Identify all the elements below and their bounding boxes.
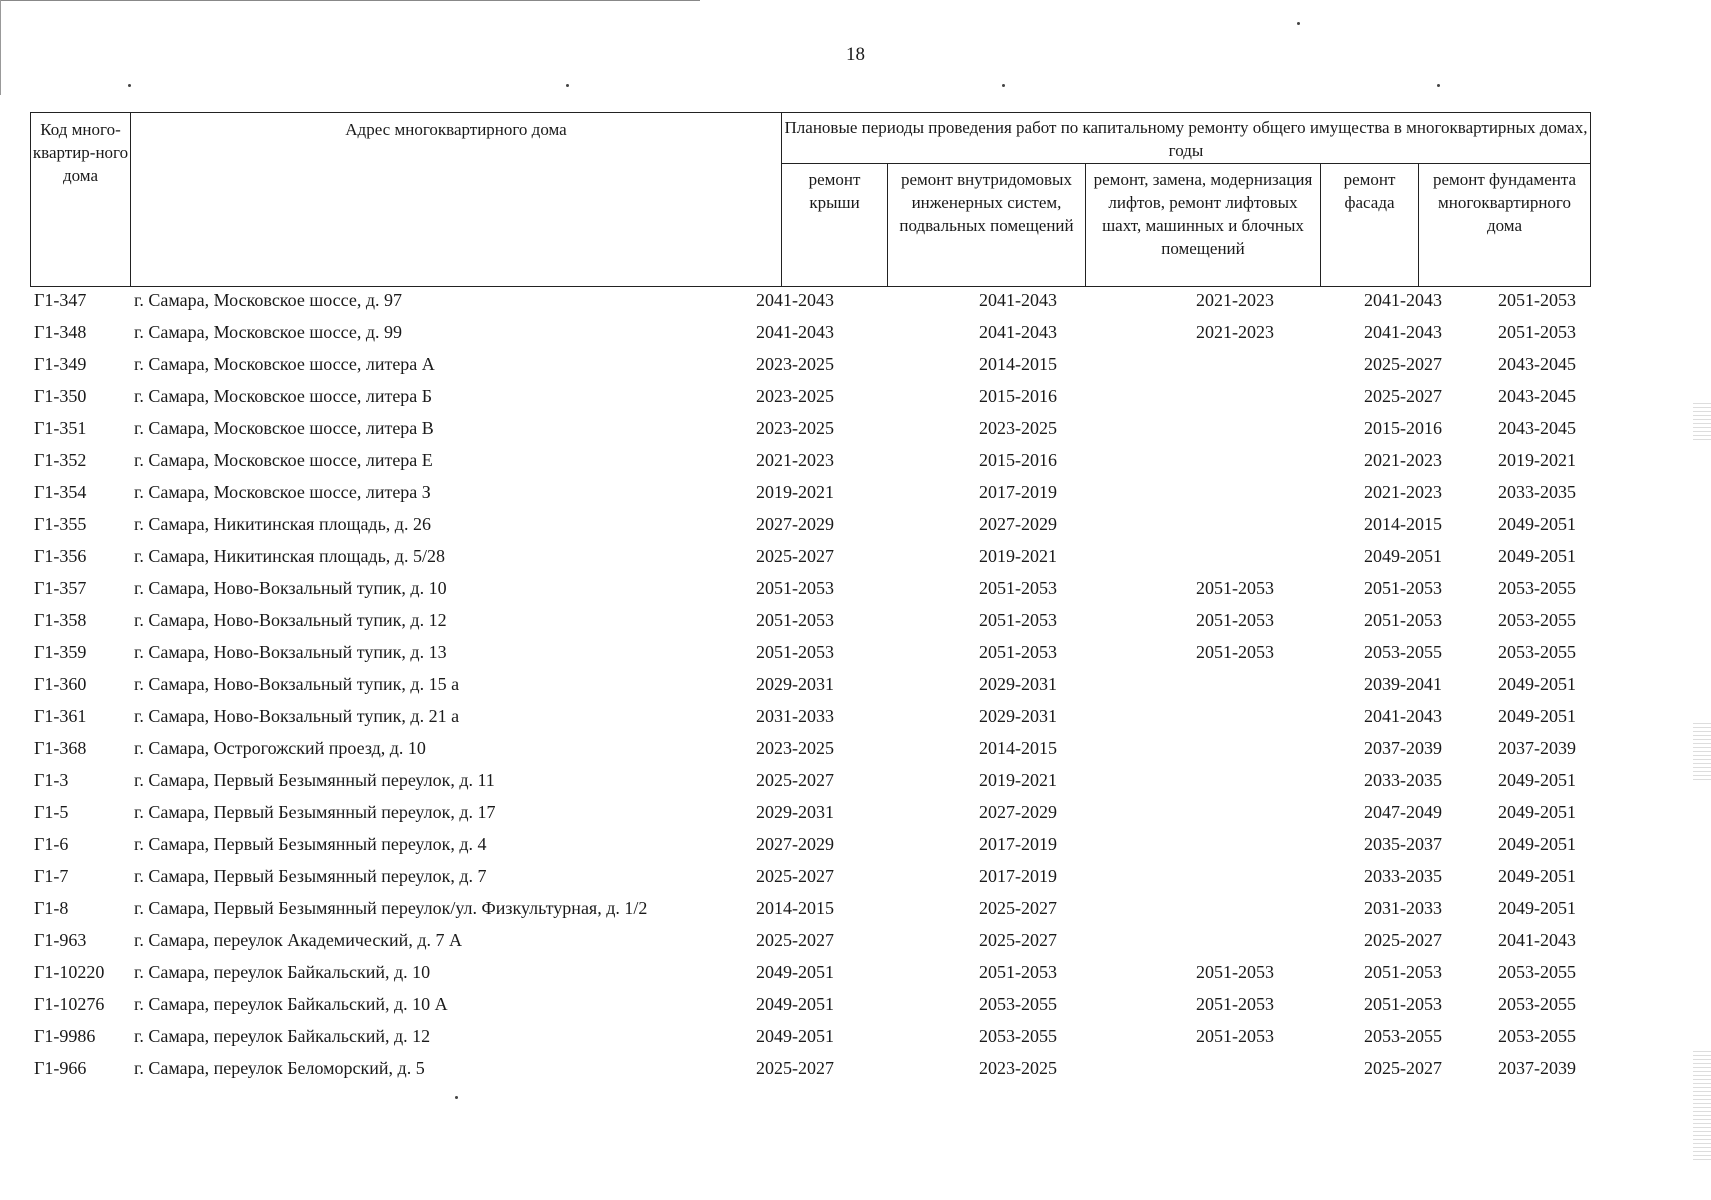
- cell-address: г. Самара, Острогожский проезд, д. 10: [134, 738, 426, 758]
- cell-facade: 2037-2039: [1364, 738, 1442, 758]
- cell-address: г. Самара, Ново-Вокзальный тупик, д. 13: [134, 642, 447, 662]
- column-header-lifts: ремонт, замена, модернизация лифтов, ремонт лифтовых шахт, машинных и блочных помещений: [1086, 164, 1321, 287]
- cell-foundation: 2043-2045: [1498, 354, 1576, 374]
- cell-address: г. Самара, Московское шоссе, д. 97: [134, 290, 402, 310]
- cell-lifts: 2021-2023: [1196, 322, 1274, 342]
- cell-roof: 2019-2021: [756, 482, 834, 502]
- cell-address: г. Самара, Первый Безымянный переулок/ул. Физкультурная, д. 1/2: [134, 898, 648, 918]
- cell-lifts: 2051-2053: [1196, 578, 1274, 598]
- cell-address: г. Самара, Никитинская площадь, д. 26: [134, 514, 431, 534]
- cell-code: Г1-351: [34, 418, 87, 438]
- cell-facade: 2031-2033: [1364, 898, 1442, 918]
- cell-code: Г1-359: [34, 642, 87, 662]
- cell-foundation: 2053-2055: [1498, 962, 1576, 982]
- cell-roof: 2025-2027: [756, 770, 834, 790]
- cell-code: Г1-9986: [34, 1026, 96, 1046]
- cell-systems: 2023-2025: [979, 1058, 1057, 1078]
- cell-address: г. Самара, Ново-Вокзальный тупик, д. 10: [134, 578, 447, 598]
- column-header-foundation: ремонт фундамента многоквартирного дома: [1419, 164, 1591, 287]
- cell-roof: 2051-2053: [756, 642, 834, 662]
- cell-foundation: 2053-2055: [1498, 642, 1576, 662]
- cell-code: Г1-349: [34, 354, 87, 374]
- cell-roof: 2029-2031: [756, 802, 834, 822]
- scan-edge-noise: [1693, 400, 1711, 440]
- cell-roof: 2027-2029: [756, 834, 834, 854]
- cell-facade: 2047-2049: [1364, 802, 1442, 822]
- cell-roof: 2041-2043: [756, 290, 834, 310]
- cell-roof: 2051-2053: [756, 610, 834, 630]
- cell-facade: 2025-2027: [1364, 386, 1442, 406]
- cell-facade: 2051-2053: [1364, 994, 1442, 1014]
- cell-foundation: 2049-2051: [1498, 802, 1576, 822]
- cell-facade: 2033-2035: [1364, 866, 1442, 886]
- column-header-roof: ремонт крыши: [782, 164, 888, 287]
- cell-address: г. Самара, переулок Байкальский, д. 12: [134, 1026, 431, 1046]
- cell-foundation: 2053-2055: [1498, 994, 1576, 1014]
- cell-lifts: 2051-2053: [1196, 962, 1274, 982]
- cell-address: г. Самара, Ново-Вокзальный тупик, д. 12: [134, 610, 447, 630]
- cell-address: г. Самара, Первый Безымянный переулок, д. 7: [134, 866, 487, 886]
- cell-foundation: 2049-2051: [1498, 546, 1576, 566]
- cell-roof: 2021-2023: [756, 450, 834, 470]
- cell-code: Г1-963: [34, 930, 87, 950]
- cell-foundation: 2049-2051: [1498, 770, 1576, 790]
- cell-address: г. Самара, Московское шоссе, литера Е: [134, 450, 433, 470]
- cell-systems: 2019-2021: [979, 770, 1057, 790]
- cell-code: Г1-5: [34, 802, 69, 822]
- cell-facade: 2021-2023: [1364, 450, 1442, 470]
- cell-facade: 2051-2053: [1364, 962, 1442, 982]
- cell-roof: 2049-2051: [756, 994, 834, 1014]
- cell-foundation: 2051-2053: [1498, 290, 1576, 310]
- cell-systems: 2051-2053: [979, 578, 1057, 598]
- cell-systems: 2029-2031: [979, 706, 1057, 726]
- cell-foundation: 2043-2045: [1498, 386, 1576, 406]
- cell-systems: 2015-2016: [979, 386, 1057, 406]
- cell-systems: 2027-2029: [979, 514, 1057, 534]
- cell-code: Г1-360: [34, 674, 87, 694]
- cell-code: Г1-354: [34, 482, 87, 502]
- cell-code: Г1-3: [34, 770, 69, 790]
- cell-foundation: 2051-2053: [1498, 322, 1576, 342]
- cell-address: г. Самара, Никитинская площадь, д. 5/28: [134, 546, 445, 566]
- cell-code: Г1-966: [34, 1058, 87, 1078]
- cell-foundation: 2049-2051: [1498, 834, 1576, 854]
- cell-code: Г1-6: [34, 834, 69, 854]
- cell-roof: 2025-2027: [756, 1058, 834, 1078]
- cell-address: г. Самара, переулок Байкальский, д. 10 А: [134, 994, 448, 1014]
- cell-code: Г1-358: [34, 610, 87, 630]
- column-header-code: Код много-квартир-ного дома: [31, 113, 131, 287]
- cell-systems: 2015-2016: [979, 450, 1057, 470]
- cell-foundation: 2053-2055: [1498, 578, 1576, 598]
- cell-facade: 2051-2053: [1364, 578, 1442, 598]
- cell-roof: 2031-2033: [756, 706, 834, 726]
- column-header-address: Адрес многоквартирного дома: [131, 113, 782, 287]
- cell-systems: 2051-2053: [979, 642, 1057, 662]
- table-header: [30, 112, 1591, 287]
- cell-facade: 2035-2037: [1364, 834, 1442, 854]
- cell-address: г. Самара, Первый Безымянный переулок, д. 4: [134, 834, 487, 854]
- cell-facade: 2025-2027: [1364, 1058, 1442, 1078]
- cell-systems: 2041-2043: [979, 322, 1057, 342]
- cell-code: Г1-10220: [34, 962, 105, 982]
- cell-lifts: 2051-2053: [1196, 1026, 1274, 1046]
- cell-facade: 2041-2043: [1364, 706, 1442, 726]
- cell-foundation: 2053-2055: [1498, 610, 1576, 630]
- cell-roof: 2014-2015: [756, 898, 834, 918]
- cell-roof: 2027-2029: [756, 514, 834, 534]
- cell-foundation: 2049-2051: [1498, 674, 1576, 694]
- cell-roof: 2023-2025: [756, 418, 834, 438]
- cell-systems: 2027-2029: [979, 802, 1057, 822]
- cell-foundation: 2049-2051: [1498, 706, 1576, 726]
- cell-code: Г1-356: [34, 546, 87, 566]
- cell-roof: 2051-2053: [756, 578, 834, 598]
- cell-roof: 2025-2027: [756, 866, 834, 886]
- cell-foundation: 2033-2035: [1498, 482, 1576, 502]
- cell-systems: 2029-2031: [979, 674, 1057, 694]
- cell-lifts: 2051-2053: [1196, 994, 1274, 1014]
- scan-speck: [1437, 84, 1440, 87]
- cell-address: г. Самара, переулок Академический, д. 7 А: [134, 930, 462, 950]
- cell-code: Г1-7: [34, 866, 69, 886]
- cell-systems: 2025-2027: [979, 898, 1057, 918]
- cell-address: г. Самара, Московское шоссе, литера В: [134, 418, 434, 438]
- scan-speck: [566, 84, 569, 87]
- page-number: 18: [846, 44, 865, 65]
- cell-facade: 2025-2027: [1364, 930, 1442, 950]
- cell-address: г. Самара, Московское шоссе, литера Б: [134, 386, 433, 406]
- cell-roof: 2049-2051: [756, 1026, 834, 1046]
- cell-code: Г1-368: [34, 738, 87, 758]
- scan-edge-noise: [1693, 720, 1711, 780]
- scan-edge-noise: [1693, 1050, 1711, 1160]
- cell-facade: 2015-2016: [1364, 418, 1442, 438]
- cell-foundation: 2041-2043: [1498, 930, 1576, 950]
- cell-facade: 2039-2041: [1364, 674, 1442, 694]
- cell-address: г. Самара, Первый Безымянный переулок, д. 11: [134, 770, 495, 790]
- cell-foundation: 2037-2039: [1498, 738, 1576, 758]
- cell-code: Г1-10276: [34, 994, 105, 1014]
- cell-facade: 2053-2055: [1364, 1026, 1442, 1046]
- cell-facade: 2051-2053: [1364, 610, 1442, 630]
- cell-facade: 2053-2055: [1364, 642, 1442, 662]
- cell-foundation: 2043-2045: [1498, 418, 1576, 438]
- scan-speck: [455, 1096, 458, 1099]
- cell-foundation: 2049-2051: [1498, 514, 1576, 534]
- cell-code: Г1-347: [34, 290, 87, 310]
- cell-roof: 2023-2025: [756, 354, 834, 374]
- column-header-systems: ремонт внутридомовых инженерных систем, подвальных помещений: [888, 164, 1086, 287]
- cell-lifts: 2021-2023: [1196, 290, 1274, 310]
- cell-code: Г1-361: [34, 706, 87, 726]
- cell-systems: 2053-2055: [979, 994, 1057, 1014]
- cell-systems: 2017-2019: [979, 482, 1057, 502]
- cell-address: г. Самара, Московское шоссе, литера А: [134, 354, 435, 374]
- cell-facade: 2021-2023: [1364, 482, 1442, 502]
- cell-foundation: 2049-2051: [1498, 898, 1576, 918]
- cell-facade: 2041-2043: [1364, 322, 1442, 342]
- cell-address: г. Самара, переулок Беломорский, д. 5: [134, 1058, 425, 1078]
- cell-foundation: 2053-2055: [1498, 1026, 1576, 1046]
- cell-roof: 2023-2025: [756, 738, 834, 758]
- cell-roof: 2041-2043: [756, 322, 834, 342]
- cell-address: г. Самара, Ново-Вокзальный тупик, д. 21 а: [134, 706, 460, 726]
- cell-systems: 2017-2019: [979, 866, 1057, 886]
- cell-code: Г1-8: [34, 898, 69, 918]
- cell-systems: 2014-2015: [979, 354, 1057, 374]
- cell-address: г. Самара, Ново-Вокзальный тупик, д. 15 а: [134, 674, 460, 694]
- cell-code: Г1-352: [34, 450, 87, 470]
- cell-foundation: 2019-2021: [1498, 450, 1576, 470]
- cell-systems: 2017-2019: [979, 834, 1057, 854]
- cell-roof: 2049-2051: [756, 962, 834, 982]
- cell-roof: 2025-2027: [756, 546, 834, 566]
- cell-systems: 2019-2021: [979, 546, 1057, 566]
- cell-foundation: 2049-2051: [1498, 866, 1576, 886]
- cell-roof: 2025-2027: [756, 930, 834, 950]
- cell-facade: 2025-2027: [1364, 354, 1442, 374]
- cell-code: Г1-348: [34, 322, 87, 342]
- scan-speck: [1002, 84, 1005, 87]
- cell-systems: 2023-2025: [979, 418, 1057, 438]
- cell-lifts: 2051-2053: [1196, 642, 1274, 662]
- scan-edge-top: [0, 0, 700, 1]
- scan-speck: [1297, 22, 1300, 25]
- cell-facade: 2014-2015: [1364, 514, 1442, 534]
- cell-address: г. Самара, Первый Безымянный переулок, д. 17: [134, 802, 496, 822]
- cell-facade: 2049-2051: [1364, 546, 1442, 566]
- cell-address: г. Самара, Московское шоссе, литера З: [134, 482, 431, 502]
- cell-address: г. Самара, переулок Байкальский, д. 10: [134, 962, 431, 982]
- cell-lifts: 2051-2053: [1196, 610, 1274, 630]
- scan-speck: [128, 84, 131, 87]
- column-header-facade: ремонт фасада: [1321, 164, 1419, 287]
- cell-systems: 2041-2043: [979, 290, 1057, 310]
- cell-systems: 2025-2027: [979, 930, 1057, 950]
- cell-facade: 2033-2035: [1364, 770, 1442, 790]
- column-header-periods: Плановые периоды проведения работ по капитальному ремонту общего имущества в многоквартирных домах, годы: [782, 113, 1591, 164]
- cell-systems: 2051-2053: [979, 962, 1057, 982]
- cell-foundation: 2037-2039: [1498, 1058, 1576, 1078]
- cell-code: Г1-355: [34, 514, 87, 534]
- cell-systems: 2053-2055: [979, 1026, 1057, 1046]
- cell-code: Г1-350: [34, 386, 87, 406]
- cell-systems: 2051-2053: [979, 610, 1057, 630]
- cell-code: Г1-357: [34, 578, 87, 598]
- cell-address: г. Самара, Московское шоссе, д. 99: [134, 322, 402, 342]
- cell-roof: 2023-2025: [756, 386, 834, 406]
- cell-facade: 2041-2043: [1364, 290, 1442, 310]
- cell-roof: 2029-2031: [756, 674, 834, 694]
- cell-systems: 2014-2015: [979, 738, 1057, 758]
